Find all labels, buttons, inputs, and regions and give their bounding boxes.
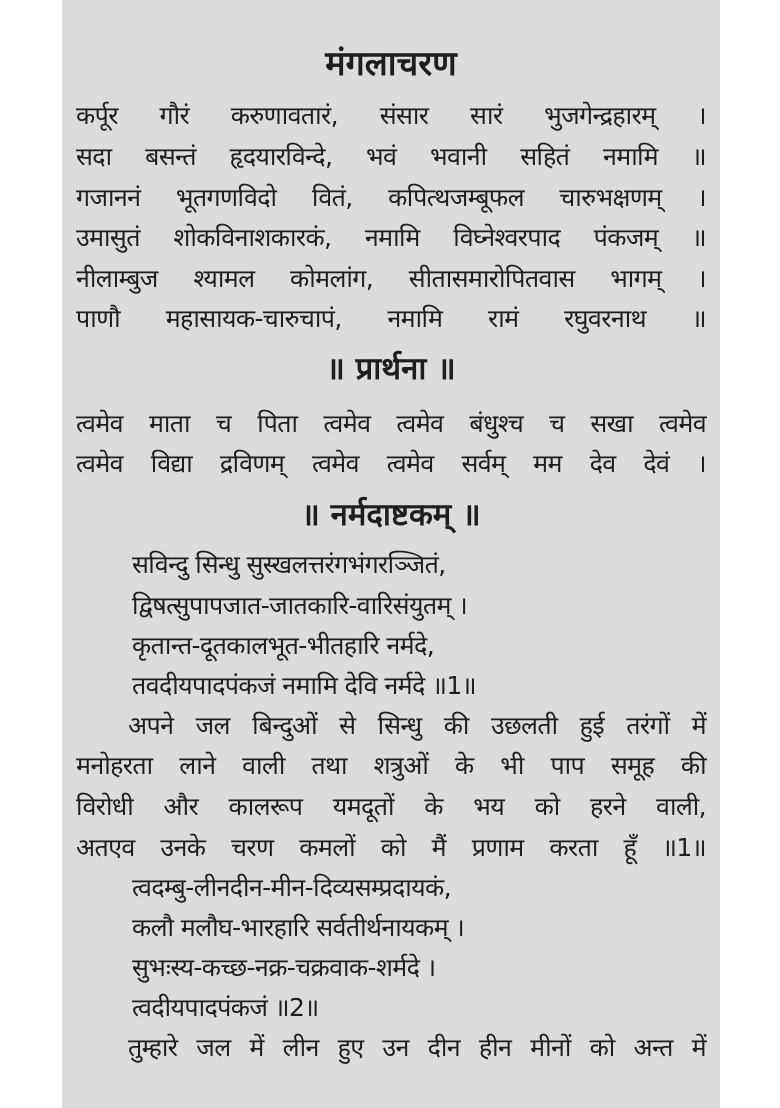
- verse-line: त्वदीयपादपंकजं ॥2॥: [132, 993, 319, 1022]
- verse-line: तवदीयपादपंकजं नमामि देवि नर्मदे ॥1॥: [132, 671, 477, 700]
- page-title: मंगलाचरण: [325, 44, 457, 84]
- prarthana-heading: ॥ प्रार्थना ॥: [326, 351, 456, 387]
- meaning-line: विरोधी और कालरूप यमदूतों के भय को हरने वाली,: [76, 792, 706, 821]
- mangalacharan-line: गजाननं भूतगणविदो वितं, कपित्थजम्बूफल चारुभक्षणम् ।: [76, 183, 706, 212]
- book-page: [62, 0, 720, 1108]
- mangalacharan-line: कर्पूर गौरं करुणावतारं, संसार सारं भुजगेन्द्रहारम् ।: [76, 101, 706, 130]
- mangalacharan-line: नीलाम्बुज श्यामल कोमलांग, सीतासमारोपितवास भागम् ।: [76, 264, 706, 293]
- verse-line: द्विषत्सुपापजात-जातकारि-वारिसंयुतम् ।: [132, 591, 468, 620]
- verse-line: कृतान्त-दूतकालभूत-भीतहारि नर्मदे,: [132, 631, 435, 660]
- mangalacharan-line: सदा बसन्तं हृदयारविन्दे, भवं भवानी सहितं नमामि ॥: [76, 142, 706, 171]
- verse-line: त्वदम्बु-लीनदीन-मीन-दिव्यसम्प्रदायकं,: [132, 873, 451, 902]
- verse-line: कलौ मलौघ-भारहारि सर्वतीर्थनायकम् ।: [132, 913, 465, 942]
- meaning-line: तुम्हारे जल में लीन हुए उन दीन हीन मीनों को अन्त में: [128, 1033, 706, 1062]
- verse-line: सविन्दु सिन्धु सुस्खलत्तरंगभंगरञ्जितं,: [132, 550, 446, 579]
- verse-line: सुभःस्य-कच्छ-नक्र-चक्रवाक-शर्मदे ।: [132, 953, 436, 982]
- meaning-line: अतएव उनके चरण कमलों को मैं प्रणाम करता हूँ ॥1॥: [76, 833, 706, 862]
- prarthana-line: त्वमेव विद्या द्रविणम् त्वमेव त्वमेव सर्वम् मम देव देवं ।: [76, 449, 706, 478]
- mangalacharan-line: उमासुतं शोकविनाशकारकं, नमामि विघ्नेश्वरपाद पंकजम् ॥: [76, 223, 706, 252]
- meaning-line: मनोहरता लाने वाली तथा शत्रुओं के भी पाप समूह की: [76, 751, 706, 780]
- prarthana-line: त्वमेव माता च पिता त्वमेव त्वमेव बंधुश्च च सखा त्वमेव: [76, 409, 706, 438]
- narmadashtakam-heading: ॥ नर्मदाष्टकम् ॥: [301, 497, 481, 533]
- mangalacharan-line: पाणौ महासायक-चारुचापं, नमामि रामं रघुवरनाथ ॥: [76, 304, 706, 333]
- meaning-line: अपने जल बिन्दुओं से सिन्धु की उछलती हुई तरंगों में: [128, 711, 706, 740]
